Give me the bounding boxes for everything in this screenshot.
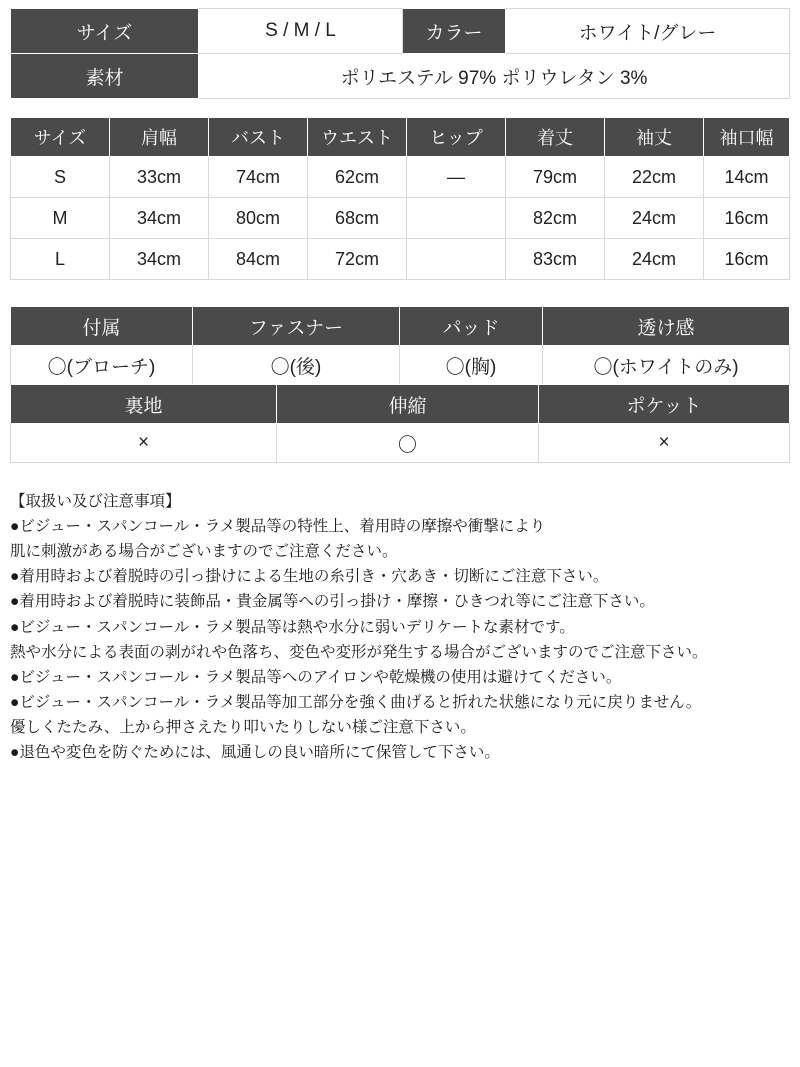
size-cell: 62cm [308, 157, 407, 198]
table-row [11, 346, 790, 385]
size-cell: 14cm [704, 157, 790, 198]
table-row [11, 198, 790, 239]
attr-value-sheer: 〇(ホワイトのみ) [543, 346, 790, 385]
size-cell: 16cm [704, 198, 790, 239]
attr-value-stretch: 〇 [277, 424, 539, 463]
care-note-line: ●ビジュー・スパンコール・ラメ製品等の特性上、着用時の摩擦や衝撃により [10, 518, 546, 536]
size-col-hip: ヒップ [407, 118, 506, 157]
size-cell: 80cm [209, 198, 308, 239]
size-cell: 16cm [704, 239, 790, 280]
size-col-waist: ウエスト [308, 118, 407, 157]
care-note-line: ●着用時および着脱時に装飾品・貴金属等への引っ掛け・摩擦・ひきつれ等にご注意下さい。 [10, 593, 655, 611]
table-row [11, 54, 790, 99]
size-cell: 34cm [110, 198, 209, 239]
care-notes [10, 489, 790, 765]
size-cell: 79cm [506, 157, 605, 198]
table-row [11, 9, 790, 54]
attr-value-pocket: × [539, 424, 790, 463]
size-cell: 83cm [506, 239, 605, 280]
spec-label-color: カラー [403, 9, 506, 54]
care-note-line: ●ビジュー・スパンコール・ラメ製品等加工部分を強く曲げると折れた状態になり元に戻りません。 [10, 693, 702, 711]
size-cell: 72cm [308, 239, 407, 280]
size-cell: 22cm [605, 157, 704, 198]
spec-label-material: 素材 [11, 54, 199, 99]
care-note-line: 優しくたたみ、上から押さえたり叩いたりしない様ご注意下さい。 [10, 718, 476, 736]
size-cell: L [11, 239, 110, 280]
size-measurement-table [10, 117, 790, 280]
table-row [11, 239, 790, 280]
size-cell: 68cm [308, 198, 407, 239]
spec-value-color: ホワイト/グレー [506, 9, 790, 54]
table-row [11, 157, 790, 198]
table-row [11, 424, 790, 463]
size-col-shoulder: 肩幅 [110, 118, 209, 157]
size-col-bust: バスト [209, 118, 308, 157]
attr-value-lining: × [11, 424, 277, 463]
attr-label-zipper: ファスナー [193, 307, 400, 346]
size-cell: 33cm [110, 157, 209, 198]
spec-value-size: S / M / L [199, 9, 403, 54]
care-note-line: 熱や水分による表面の剥がれや色落ち、変色や変形が発生する場合がございますのでご注意下さい。 [10, 643, 708, 661]
size-cell [407, 239, 506, 280]
size-cell [407, 198, 506, 239]
attr-label-stretch: 伸縮 [277, 385, 539, 424]
table-header-row [11, 118, 790, 157]
attr-label-lining: 裏地 [11, 385, 277, 424]
size-col-length: 着丈 [506, 118, 605, 157]
care-note-line: ●ビジュー・スパンコール・ラメ製品等は熱や水分に弱いデリケートな素材です。 [10, 618, 575, 636]
care-note-line: ●着用時および着脱時の引っ掛けによる生地の糸引き・穴あき・切断にご注意下さい。 [10, 568, 609, 586]
size-cell: 82cm [506, 198, 605, 239]
attribute-table-2 [10, 384, 790, 463]
table-header-row [11, 385, 790, 424]
care-notes-title: 【取扱い及び注意事項】 [10, 493, 181, 510]
attr-value-pad: 〇(胸) [400, 346, 543, 385]
care-note-line: ●ビジュー・スパンコール・ラメ製品等へのアイロンや乾燥機の使用は避けてください。 [10, 668, 622, 686]
spec-summary-table [10, 8, 790, 99]
attr-value-zipper: 〇(後) [193, 346, 400, 385]
size-cell: S [11, 157, 110, 198]
attr-label-accessory: 付属 [11, 307, 193, 346]
size-cell: — [407, 157, 506, 198]
size-cell: 74cm [209, 157, 308, 198]
spec-label-size: サイズ [11, 9, 199, 54]
attribute-table-1 [10, 306, 790, 385]
attr-label-pad: パッド [400, 307, 543, 346]
care-note-line: 肌に刺激がある場合がございますのでご注意ください。 [10, 543, 398, 561]
size-cell: 84cm [209, 239, 308, 280]
size-cell: 24cm [605, 239, 704, 280]
size-cell: M [11, 198, 110, 239]
size-col-sleeve: 袖丈 [605, 118, 704, 157]
spec-value-material: ポリエステル 97% ポリウレタン 3% [199, 54, 790, 99]
attr-label-sheer: 透け感 [543, 307, 790, 346]
table-header-row [11, 307, 790, 346]
size-col-cuff: 袖口幅 [704, 118, 790, 157]
size-cell: 34cm [110, 239, 209, 280]
attr-value-accessory: 〇(ブローチ) [11, 346, 193, 385]
size-col-size: サイズ [11, 118, 110, 157]
attr-label-pocket: ポケット [539, 385, 790, 424]
size-cell: 24cm [605, 198, 704, 239]
care-note-line: ●退色や変色を防ぐためには、風通しの良い暗所にて保管して下さい。 [10, 744, 500, 762]
